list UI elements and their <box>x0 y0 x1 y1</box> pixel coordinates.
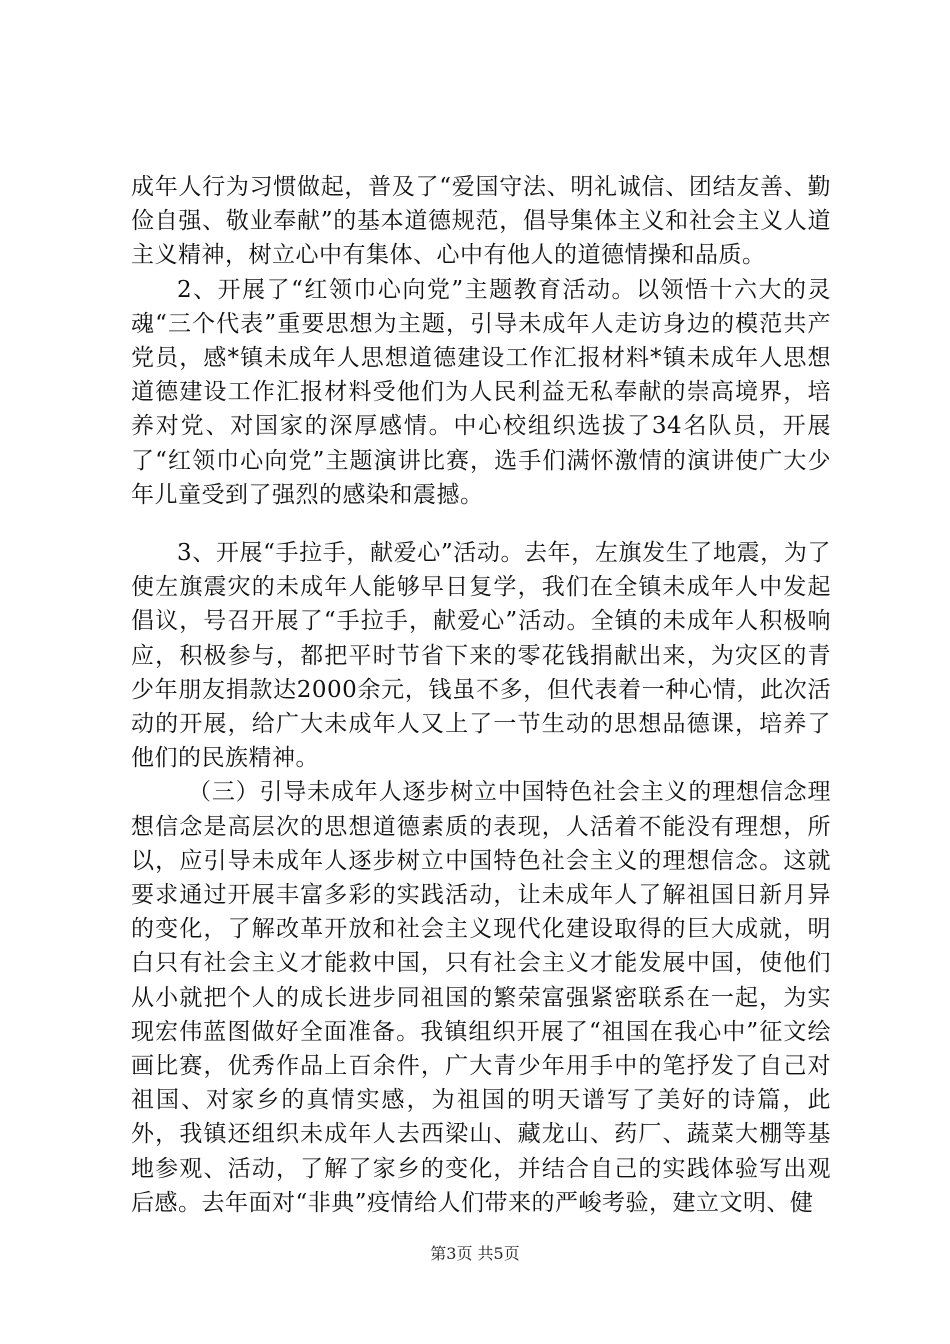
page-footer: 第3页 共5页 <box>430 1244 520 1263</box>
paragraph-item-2: 2、开展了“红领巾心向党”主题教育活动。以领悟十六大的灵魂“三个代表”重要思想为主题，引导未成年人走访身边的模范共产党员，感*镇未成年人思想道德建设工作汇报材料*镇未成年人思想道德建设工作汇报材料受他们为人民利益无私奉献的崇高境界，培养对党、对国家的深厚感情。中心校组织选拔了34名队员，开展了“红领巾心向党”主题演讲比赛，选手们满怀激情的演讲使广大少年儿童受到了强烈的感染和震撼。 <box>131 276 831 508</box>
paragraph-item-3: 3、开展“手拉手，献爱心”活动。去年，左旗发生了地震，为了使左旗震灾的未成年人能够早日复学，我们在全镇未成年人中发起倡议，号召开展了“手拉手，献爱心”活动。全镇的未成年人积极响应，积极参与，都把平时节省下来的零花钱捐献出来，为灾区的青少年朋友捐款达2000余元，钱虽不多，但代表着一种心情，此次活动的开展，给广大未成年人又上了一节生动的思想品德课，培养了他们的民族精神。 <box>131 540 831 772</box>
paragraph-section-3: （三）引导未成年人逐步树立中国特色社会主义的理想信念理想信念是高层次的思想道德素质的表现，人活着不能没有理想，所以，应引导未成年人逐步树立中国特色社会主义的理想信念。这就要求通过开展丰富多彩的实践活动，让未成年人了解祖国日新月异的变化，了解改革开放和社会主义现代化建设取得的巨大成就，明白只有社会主义才能救中国，只有社会主义才能发展中国，使他们从小就把个人的成长进步同祖国的繁荣富强紧密联系在一起，为实现宏伟蓝图做好全面准备。我镇组织开展了“祖国在我心中”征文绘画比赛，优秀作品上百余件，广大青少年用手中的笔抒发了自己对祖国、对家乡的真情实感，为祖国的明天谱写了美好的诗篇，此外，我镇还组织未成年人去西梁山、藏龙山、药厂、蔬菜大棚等基地参观、活动，了解了家乡的变化，并结合自己的实践体验写出观后感。去年面对“非典”疫情给人们带来的严峻考验，建立文明、健 <box>131 779 831 1216</box>
paragraph-continuation: 成年人行为习惯做起，普及了“爱国守法、明礼诚信、团结友善、勤俭自强、敬业奉献”的基本道德规范，倡导集体主义和社会主义人道主义精神，树立心中有集体、心中有他人的道德情操和品质。 <box>131 174 831 269</box>
document-body <box>131 170 831 1220</box>
